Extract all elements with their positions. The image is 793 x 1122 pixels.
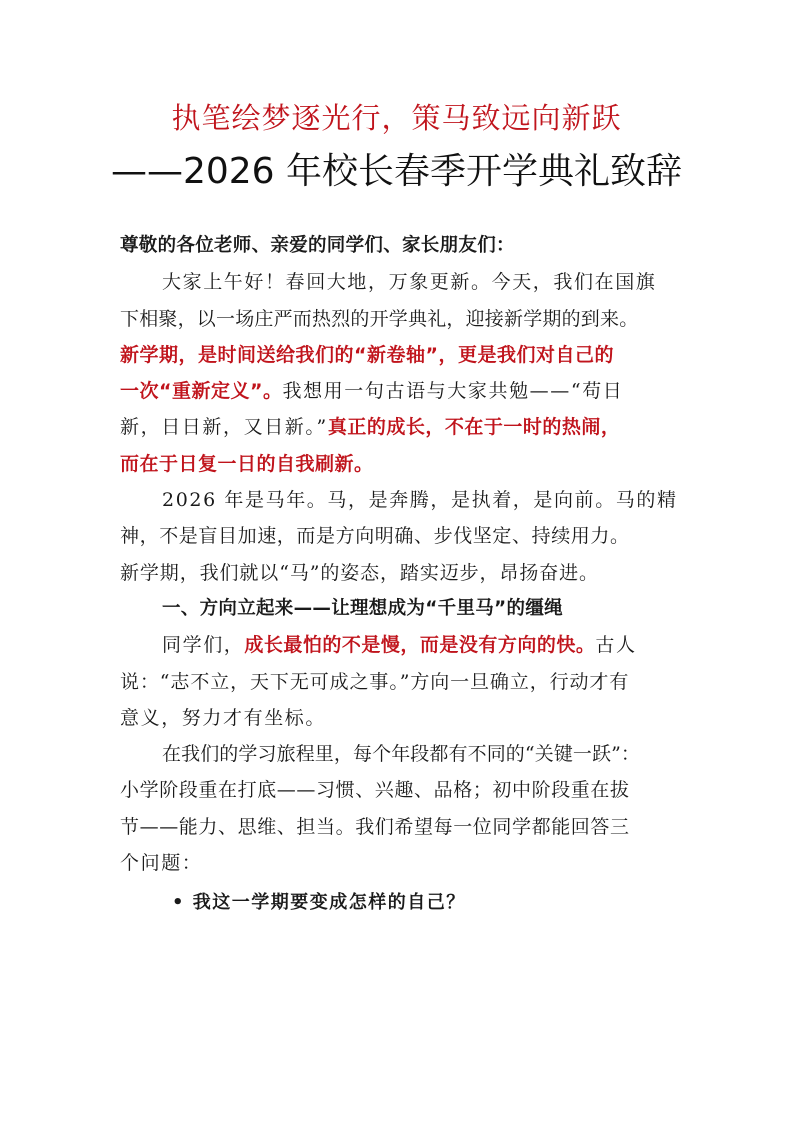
text-line: 神，不是盲目加速，而是方向明确、步伐坚定、持续用力。 — [120, 525, 630, 548]
text-line — [120, 373, 675, 409]
text-line — [120, 409, 675, 445]
bullet-item: • 我这一学期要变成怎样的自己？ — [172, 892, 466, 914]
title-subtitle: ——2026 年校长春季开学典礼致辞 — [110, 151, 683, 192]
speech-body — [120, 228, 678, 922]
highlight-text: 成长最怕的不是慢，而是没有方向的快。 — [244, 634, 596, 657]
title-main: 执笔绘梦逐光行，策马致远向新跃 — [171, 101, 622, 135]
text-line: 个问题： — [120, 852, 203, 875]
text-line: 节——能力、思维、担当。我们希望每一位同学都能回答三 — [120, 815, 630, 838]
text-line — [120, 627, 675, 663]
highlight-line: 而在于日复一日的自我刷新。 — [120, 452, 374, 475]
paragraph-opening — [120, 264, 675, 482]
text-line: 下相聚，以一场庄严而热烈的开学典礼，迎接新学期的到来。 — [120, 307, 639, 330]
paragraph-horse-year — [120, 482, 678, 591]
text-line: 大家上午好！春回大地，万象更新。今天，我们在国旗 — [162, 271, 657, 294]
text-line: 意义，努力才有坐标。 — [120, 706, 327, 729]
text-line: 在我们的学习旅程里，每个年段都有不同的“关键一跃”： — [162, 743, 641, 766]
greeting: 尊敬的各位老师、亲爱的同学们、家长朋友们： — [120, 235, 515, 256]
highlight-text: 真正的成长，不在于一时的热闹， — [327, 416, 621, 439]
text-line: 2026 年是马年。马，是奔腾，是执着，是向前。马的精 — [162, 489, 678, 512]
text-line: 新学期，我们就以“马”的姿态，踏实迈步，昂扬奋进。 — [120, 561, 599, 584]
section-heading: 一、方向立起来——让理想成为“千里马”的缰绳 — [162, 597, 563, 619]
highlight-line: 新学期，是时间送给我们的“新卷轴”，更是我们对自己的 — [120, 343, 614, 366]
paragraph-key-leap — [120, 736, 675, 881]
highlight-text: 一次“重新定义”。 — [120, 380, 283, 403]
text-line: 说：“志不立，天下无可成之事。”方向一旦确立，行动才有 — [120, 670, 630, 693]
text-span: 古人 — [595, 634, 637, 657]
text-line: 小学阶段重在打底——习惯、兴趣、品格；初中阶段重在拔 — [120, 779, 630, 802]
text-span: 同学们， — [162, 634, 245, 657]
text-span: 新，日日新，又日新。” — [120, 416, 328, 439]
paragraph-direction — [120, 627, 675, 736]
text-span: 我想用一句古语与大家共勉——“苟日 — [282, 380, 624, 403]
